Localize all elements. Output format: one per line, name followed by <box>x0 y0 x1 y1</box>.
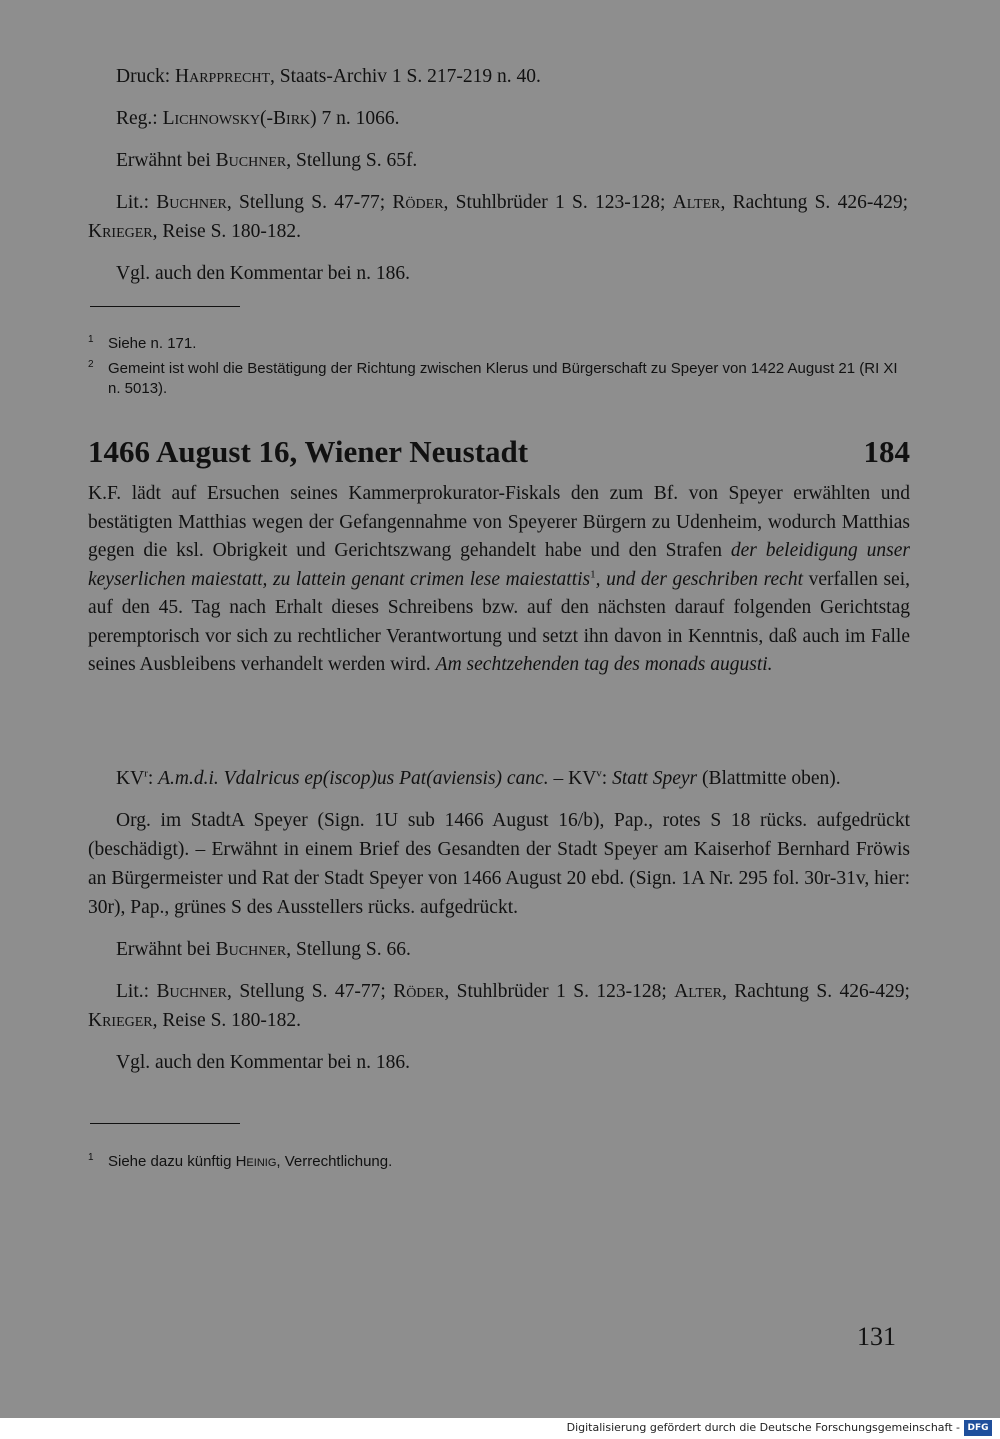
footnote-rule <box>90 306 240 307</box>
lit-text: , Rachtung S. 426-429; <box>722 981 910 1002</box>
kv-sup: r <box>144 767 148 780</box>
erwaehnt-author: Buchner <box>215 150 287 171</box>
footnote-ref: 1 <box>590 568 596 580</box>
lit-author: Röder <box>393 981 445 1002</box>
footnote-rule <box>90 1123 240 1124</box>
lit-text: , Stellung S. 47-77; <box>227 981 394 1002</box>
footnote-text: Gemeint ist wohl die Bestätigung der Richtung zwischen Klerus und Bürgerschaft zu Speyer von 1422 August 21 (RI XI n. 5013). <box>108 360 898 397</box>
lit-text: , Stuhlbrüder 1 S. 123-128; <box>443 192 673 213</box>
footer-credit: Digitalisierung gefördert durch die Deutsche Forschungsgemeinschaft - <box>566 1421 960 1434</box>
footer-bar <box>0 1418 1000 1439</box>
dfg-logo: DFG <box>964 1420 992 1436</box>
reg-author: Lichnowsky(-Birk) <box>162 108 317 129</box>
lit-text: , Stellung S. 47-77; <box>226 192 393 213</box>
abstract-text: verfallen sei, auf den 45. Tag nach Erhalt dieses Schreibens bzw. auf den nächsten darauf folgenden Gerichtstag peremptorisch vor sich zu rechtlicher Verantwortung und setzt ihn davon in Kenntnis, daß auch im Falle seines Ausbleibens verhandelt werden wird. <box>88 568 910 675</box>
lit-line <box>88 977 910 1035</box>
top-bibliography <box>88 62 908 288</box>
lit-line <box>88 188 908 246</box>
kv-note: (Blattmitte oben). <box>697 768 841 789</box>
vgl-line: Vgl. auch den Kommentar bei n. 186. <box>116 1052 411 1073</box>
druck-author: Harpprecht <box>175 66 271 87</box>
erwaehnt-author: Buchner <box>215 939 287 960</box>
abstract-quote: , und der geschriben recht <box>595 568 803 590</box>
erwaehnt-rest: , Stellung S. 66. <box>286 939 411 960</box>
kv-label: KV <box>568 768 597 789</box>
lit-author: Alter <box>674 981 722 1002</box>
abstract-text: K.F. lädt auf Ersuchen seines Kammerprokurator-Fiskals den zum Bf. von Speyer erwählten und bestätigten Matthias wegen der Gefangennahme von Speyerer Bürgern zu Udenheim, wodurch Matthias gegen die ksl. Obrigkeit und Gerichtszwang gehandelt habe und den Strafen <box>88 483 910 561</box>
footnote-text-prefix: Siehe dazu künftig <box>108 1153 236 1170</box>
footnote-text: Siehe n. 171. <box>108 335 197 352</box>
erwaehnt-line <box>88 935 910 964</box>
footnote-text <box>108 1152 908 1172</box>
abstract-quote: der beleidigung unser keyserlichen maiestatt, zu lattein genant crimen lese maiestattis <box>88 540 911 590</box>
lit-author: Röder <box>392 192 444 213</box>
kv-text: Statt Speyr <box>612 768 698 789</box>
entry-heading <box>88 432 910 472</box>
lit-author: Alter <box>672 192 721 213</box>
druck-prefix: Druck: <box>116 66 176 87</box>
footnote-author: Heinig <box>235 1153 277 1170</box>
footnote <box>88 359 908 399</box>
erwaehnt-prefix: Erwähnt bei <box>116 150 216 171</box>
entry-number: 184 <box>863 434 910 469</box>
lit-text: , Stuhlbrüder 1 S. 123-128; <box>444 981 675 1002</box>
entry-abstract <box>88 480 910 680</box>
entry-apparatus <box>88 764 910 1077</box>
vgl-line: Vgl. auch den Kommentar bei n. 186. <box>116 263 411 284</box>
druck-line <box>88 62 908 91</box>
lit-text: , Rachtung S. 426-429; <box>720 192 908 213</box>
reg-line <box>88 104 908 133</box>
org-line: Org. im StadtA Speyer (Sign. 1U sub 1466 August 16/b), Pap., rotes S 18 rücks. aufgedrückt (beschädigt). – Erwähnt in einem Brief des Gesandten der Stadt Speyer am Kaiserhof Bernhard Fröwis an Bürgermeister und Rat der Stadt Speyer von 1466 August 20 ebd. (Sign. 1A Nr. 295 fol. 30r-31v, hier: 30r), Pap., grünes S des Ausstellers rücks. aufgedrückt. <box>88 810 910 918</box>
abstract-date-quote: Am sechtzehenden tag des monads augusti. <box>435 654 773 675</box>
page-number: 131 <box>857 1322 896 1351</box>
kv-sup: v <box>596 767 602 780</box>
lit-author: Krieger <box>88 1010 153 1031</box>
erwaehnt-line <box>88 146 908 175</box>
reg-rest: 7 n. 1066. <box>316 108 400 129</box>
footnote <box>88 1152 908 1172</box>
erwaehnt-rest: , Stellung S. 65f. <box>286 150 418 171</box>
footnote <box>88 334 908 354</box>
lit-author: Buchner <box>156 981 228 1002</box>
kv-text: A.m.d.i. Vdalricus ep(iscop)us Pat(aviensis) canc. <box>158 768 549 789</box>
entry-date-place: 1466 August 16, Wiener Neustadt <box>88 434 529 469</box>
footnote-number: 1 <box>88 334 94 345</box>
lit-text: , Reise S. 180-182. <box>152 221 302 242</box>
kv-line: $KV^r$: A.m.d.i. Vdalricus ep(iscop)us Pat(aviensis) canc. – $KV^v$: Statt Speyr (Blattmitte oben). <box>116 767 841 789</box>
druck-rest: , Staats-Archiv 1 S. 217-219 n. 40. <box>270 66 541 87</box>
footnote-number: 1 <box>88 1152 94 1163</box>
abstract-paragraph <box>88 480 910 680</box>
reg-prefix: Reg.: <box>116 108 163 129</box>
kv-label: KV <box>116 768 145 789</box>
lit-prefix: Lit.: <box>116 981 157 1002</box>
erwaehnt-prefix: Erwähnt bei <box>116 939 216 960</box>
footnote-number: 2 <box>88 359 94 370</box>
lit-author: Krieger <box>88 221 153 242</box>
footnote-text-rest: , Verrechtlichung. <box>276 1153 393 1170</box>
kv-separator: – <box>548 768 569 789</box>
lit-prefix: Lit.: <box>116 192 157 213</box>
lit-author: Buchner <box>156 192 227 213</box>
lit-text: , Reise S. 180-182. <box>152 1010 302 1031</box>
